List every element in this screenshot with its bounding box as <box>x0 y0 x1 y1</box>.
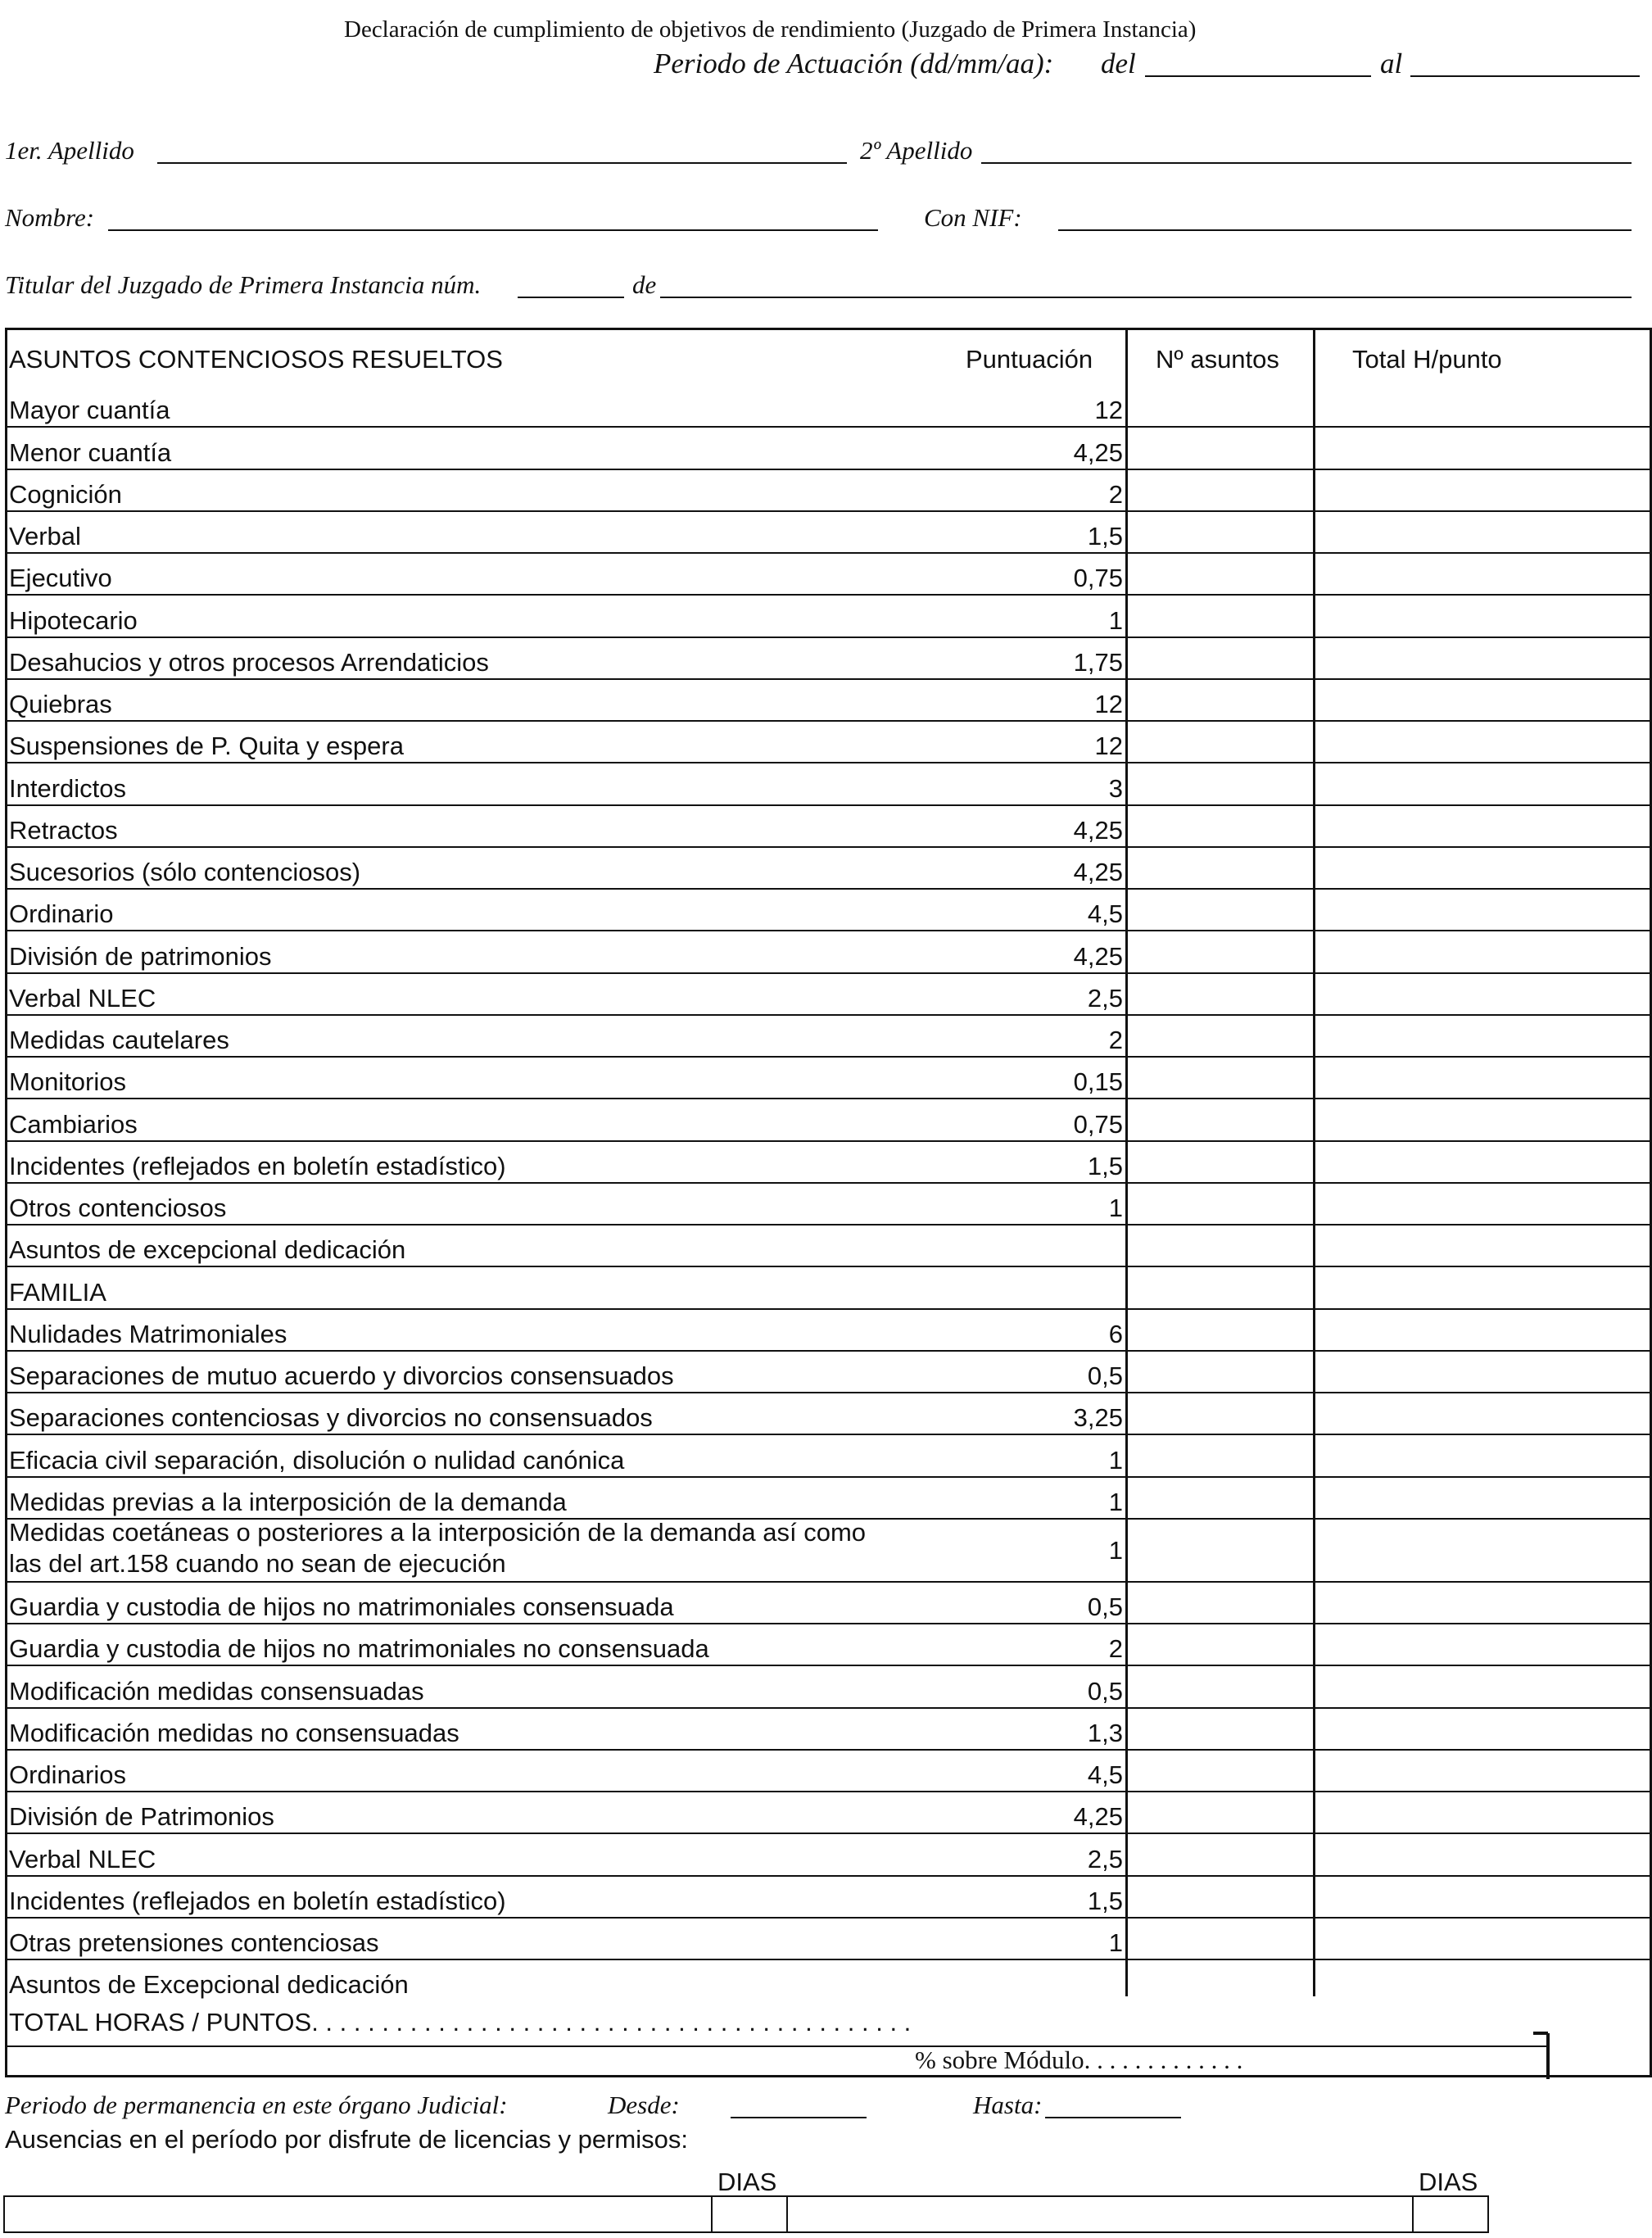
table-row <box>7 1476 1128 1518</box>
row-score: 12 <box>1094 732 1123 761</box>
row-score: 4,5 <box>1087 899 1123 929</box>
row-label: Ejecutivo <box>9 564 112 593</box>
row-score: 3 <box>1108 773 1123 803</box>
total-cell[interactable] <box>1315 384 1650 426</box>
row-label: Nulidades Matrimoniales <box>9 1319 287 1348</box>
count-cell[interactable] <box>1127 1392 1311 1434</box>
total-cell[interactable] <box>1315 469 1650 510</box>
desde-label: Desde: <box>608 2091 680 2119</box>
total-cell[interactable] <box>1315 1392 1650 1434</box>
row-label: Desahucios y otros procesos Arrendaticios <box>9 647 489 677</box>
row-label: FAMILIA <box>9 1277 106 1307</box>
row-score: 2,5 <box>1087 1844 1123 1873</box>
period-from-field[interactable] <box>1145 75 1371 77</box>
header-total: Total H/punto <box>1352 345 1502 374</box>
table-row <box>7 888 1128 930</box>
total-cell[interactable] <box>1315 426 1650 468</box>
row-label: Verbal NLEC <box>9 1844 156 1873</box>
total-cell[interactable] <box>1315 1266 1650 1307</box>
row-label: Ordinarios <box>9 1760 126 1789</box>
juzgado-de-field[interactable] <box>660 297 1632 298</box>
permanencia-label: Periodo de permanencia en este órgano Judicial: <box>5 2091 508 2119</box>
total-cell[interactable] <box>1315 1308 1650 1350</box>
count-cell[interactable] <box>1127 888 1311 930</box>
table-row <box>7 637 1128 678</box>
total-cell[interactable] <box>1315 1833 1650 1874</box>
row-label-line: Medidas coetáneas o posteriores a la interposición de la demanda así como <box>9 1517 867 1547</box>
count-cell[interactable] <box>1127 552 1311 594</box>
row-label: Mayor cuantía <box>9 396 170 425</box>
table-row <box>7 1182 1128 1224</box>
row-label: Verbal NLEC <box>9 983 156 1013</box>
total-cell[interactable] <box>1315 1350 1650 1392</box>
row-score: 4,25 <box>1073 1802 1123 1832</box>
apellido1-field[interactable] <box>157 162 847 164</box>
table-row <box>7 1623 1128 1665</box>
row-label: Ordinario <box>9 899 114 929</box>
row-label: Medidas previas a la interposición de la demanda <box>9 1487 567 1516</box>
header-category: ASUNTOS CONTENCIOSOS RESUELTOS <box>9 345 503 374</box>
desde-field[interactable] <box>731 2117 867 2118</box>
count-cell[interactable] <box>1127 846 1311 888</box>
table-row <box>7 1140 1128 1182</box>
row-score: 3,25 <box>1073 1403 1123 1433</box>
table-row <box>7 1959 1128 2000</box>
count-cell[interactable] <box>1127 1707 1311 1749</box>
total-cell[interactable] <box>1315 1959 1650 2000</box>
table-row <box>7 762 1128 804</box>
row-score: 0,75 <box>1073 564 1123 593</box>
count-cell[interactable] <box>1127 1224 1311 1266</box>
total-cell[interactable] <box>1315 510 1650 552</box>
table-row <box>7 1707 1128 1749</box>
table-row <box>7 552 1128 594</box>
count-cell[interactable] <box>1127 1581 1311 1623</box>
row-label: Menor cuantía <box>9 437 172 467</box>
total-cell[interactable] <box>1315 1224 1650 1266</box>
ausencias-box-1[interactable] <box>3 2195 713 2233</box>
table-row <box>7 1665 1128 1706</box>
titular-label: Titular del Juzgado de Primera Instancia núm. <box>5 270 482 299</box>
modulo-bracket <box>1541 2033 1550 2079</box>
row-score: 12 <box>1094 396 1123 425</box>
table-row <box>7 1392 1128 1434</box>
count-cell[interactable] <box>1127 762 1311 804</box>
table-row <box>7 1791 1128 1833</box>
row-score: 4,25 <box>1073 941 1123 971</box>
row-score: 2 <box>1108 1634 1123 1664</box>
total-cell[interactable] <box>1315 1182 1650 1224</box>
table-row <box>7 1014 1128 1056</box>
table-row <box>7 1917 1128 1959</box>
ausencias-dias-box-1[interactable] <box>711 2195 788 2233</box>
row-score: 1,75 <box>1073 647 1123 677</box>
nombre-label: Nombre: <box>5 203 95 232</box>
table-row <box>7 846 1128 888</box>
row-label: Sucesorios (sólo contenciosos) <box>9 858 361 886</box>
page-title: Declaración de cumplimiento de objetivos de rendimiento (Juzgado de Primera Instancia) <box>344 16 1197 43</box>
count-cell[interactable] <box>1127 678 1311 720</box>
row-score: 4,25 <box>1073 815 1123 845</box>
table-row <box>7 510 1128 552</box>
ausencias-dias-box-2[interactable] <box>1412 2195 1489 2233</box>
total-cell[interactable] <box>1315 1581 1650 1623</box>
count-cell[interactable] <box>1127 1140 1311 1182</box>
row-score: 0,5 <box>1087 1676 1123 1706</box>
count-cell[interactable] <box>1127 1959 1311 2000</box>
total-cell[interactable] <box>1315 1749 1650 1791</box>
modulo-label: % sobre Módulo. . . . . . . . . . . . . <box>915 2045 1243 2074</box>
count-cell[interactable] <box>1127 1875 1311 1917</box>
count-cell[interactable] <box>1127 720 1311 762</box>
total-cell[interactable] <box>1315 1791 1650 1833</box>
total-cell[interactable] <box>1315 804 1650 846</box>
row-label: Otros contenciosos <box>9 1194 227 1222</box>
row-score: 0,5 <box>1087 1592 1123 1621</box>
period-al-label: al <box>1380 48 1403 79</box>
total-cell[interactable] <box>1315 1917 1650 1959</box>
table-row <box>7 804 1128 846</box>
total-cell[interactable] <box>1315 1707 1650 1749</box>
table-row <box>7 1266 1128 1307</box>
total-cell[interactable] <box>1315 846 1650 888</box>
row-label: Retractos <box>9 815 118 845</box>
header-score: Puntuación <box>966 345 1093 374</box>
table-row <box>7 1224 1128 1266</box>
total-cell[interactable] <box>1315 1623 1650 1665</box>
ausencias-label: Ausencias en el período por disfrute de licencias y permisos: <box>5 2125 688 2154</box>
row-score: 1,3 <box>1087 1718 1123 1747</box>
total-cell[interactable] <box>1315 1518 1650 1581</box>
table-row <box>7 1434 1128 1475</box>
count-cell[interactable] <box>1127 1434 1311 1475</box>
row-label: Cognición <box>9 479 122 509</box>
row-label: Modificación medidas no consensuadas <box>9 1718 459 1747</box>
count-cell[interactable] <box>1127 1350 1311 1392</box>
row-score: 1 <box>1108 1535 1123 1565</box>
count-cell[interactable] <box>1127 1623 1311 1665</box>
total-cell[interactable] <box>1315 930 1650 972</box>
dias-label-right: DIAS <box>1419 2168 1478 2196</box>
table-row <box>7 1749 1128 1791</box>
table-row <box>7 1833 1128 1874</box>
apellido2-label: 2º Apellido <box>860 136 973 165</box>
row-score: 1 <box>1108 1487 1123 1516</box>
count-cell[interactable] <box>1127 1833 1311 1874</box>
period-label: Periodo de Actuación (dd/mm/aa): <box>654 48 1054 79</box>
header-count: Nº asuntos <box>1156 345 1279 374</box>
row-label: Incidentes (reflejados en boletín estadístico) <box>9 1886 506 1915</box>
row-label: Hipotecario <box>9 605 138 635</box>
row-score: 0,15 <box>1073 1067 1123 1097</box>
count-cell[interactable] <box>1127 1098 1311 1139</box>
table-row <box>7 930 1128 972</box>
table-row <box>7 1350 1128 1392</box>
count-cell[interactable] <box>1127 1665 1311 1706</box>
row-label: Verbal <box>9 522 81 550</box>
count-cell[interactable] <box>1127 930 1311 972</box>
row-score: 4,25 <box>1073 858 1123 886</box>
row-label: Medidas cautelares <box>9 1026 229 1054</box>
de-label: de <box>632 270 657 299</box>
count-cell[interactable] <box>1127 972 1311 1014</box>
row-label: Incidentes (reflejados en boletín estadístico) <box>9 1151 506 1180</box>
row-label: Asuntos de excepcional dedicación <box>9 1235 406 1265</box>
count-cell[interactable] <box>1127 1518 1311 1581</box>
row-score: 4,5 <box>1087 1760 1123 1789</box>
row-score: 2,5 <box>1087 983 1123 1013</box>
row-label: División de patrimonios <box>9 941 272 971</box>
count-cell[interactable] <box>1127 426 1311 468</box>
row-label: Quiebras <box>9 690 112 718</box>
row-score: 0,5 <box>1087 1361 1123 1390</box>
period-del-label: del <box>1101 48 1136 79</box>
total-cell[interactable] <box>1315 1665 1650 1706</box>
table-row <box>7 1056 1128 1098</box>
hasta-field[interactable] <box>1045 2117 1181 2118</box>
row-label: Otras pretensiones contenciosas <box>9 1928 379 1957</box>
total-cell[interactable] <box>1315 637 1650 678</box>
total-cell[interactable] <box>1315 762 1650 804</box>
count-cell[interactable] <box>1127 1917 1311 1959</box>
row-label: Guardia y custodia de hijos no matrimoniales consensuada <box>9 1592 674 1621</box>
total-cell[interactable] <box>1315 1875 1650 1917</box>
count-cell[interactable] <box>1127 1266 1311 1307</box>
total-cell[interactable] <box>1315 594 1650 636</box>
table-row <box>7 1308 1128 1350</box>
ausencias-box-2[interactable] <box>786 2195 1414 2233</box>
total-label: TOTAL HORAS / PUNTOS. . . . . . . . . . . . . . . . . . . . . . . . . . . . . . . . . . . . . . . . . . . <box>9 2008 912 2036</box>
nif-field[interactable] <box>1058 229 1632 231</box>
table-row <box>7 678 1128 720</box>
row-label: Separaciones de mutuo acuerdo y divorcios consensuados <box>9 1361 674 1390</box>
row-score: 1 <box>1108 605 1123 635</box>
count-cell[interactable] <box>1127 1056 1311 1098</box>
row-label: Separaciones contenciosas y divorcios no consensuados <box>9 1403 653 1433</box>
row-label: Monitorios <box>9 1067 126 1097</box>
total-separator <box>7 2045 1547 2047</box>
total-cell[interactable] <box>1315 1434 1650 1475</box>
row-score: 12 <box>1094 690 1123 718</box>
count-cell[interactable] <box>1127 510 1311 552</box>
total-cell[interactable] <box>1315 888 1650 930</box>
row-score: 6 <box>1108 1319 1123 1348</box>
row-label: Interdictos <box>9 773 127 803</box>
table-row <box>7 720 1128 762</box>
row-label: Guardia y custodia de hijos no matrimoniales no consensuada <box>9 1634 709 1664</box>
row-score: 1 <box>1108 1445 1123 1475</box>
period-to-field[interactable] <box>1410 75 1640 77</box>
total-cell[interactable] <box>1315 1140 1650 1182</box>
row-label: Eficacia civil separación, disolución o nulidad canónica <box>9 1445 625 1475</box>
total-cell[interactable] <box>1315 552 1650 594</box>
count-cell[interactable] <box>1127 594 1311 636</box>
row-score: 1,5 <box>1087 1886 1123 1915</box>
table-row <box>7 972 1128 1014</box>
count-cell[interactable] <box>1127 469 1311 510</box>
row-label: División de Patrimonios <box>9 1802 274 1832</box>
table-row <box>7 426 1128 468</box>
total-cell[interactable] <box>1315 972 1650 1014</box>
row-label: Cambiarios <box>9 1109 138 1139</box>
total-cell[interactable] <box>1315 678 1650 720</box>
count-cell[interactable] <box>1127 1182 1311 1224</box>
asuntos-table <box>5 328 1652 2077</box>
row-score: 1,5 <box>1087 522 1123 550</box>
count-cell[interactable] <box>1127 1749 1311 1791</box>
row-score: 4,25 <box>1073 437 1123 467</box>
total-cell[interactable] <box>1315 1014 1650 1056</box>
dias-label-left: DIAS <box>717 2168 777 2196</box>
table-row <box>7 1518 1128 1581</box>
count-cell[interactable] <box>1127 637 1311 678</box>
row-label-line: las del art.158 cuando no sean de ejecución <box>9 1548 506 1578</box>
row-score: 0,75 <box>1073 1109 1123 1139</box>
row-score: 2 <box>1108 479 1123 509</box>
row-label: Asuntos de Excepcional dedicación <box>9 1970 409 2000</box>
total-cell[interactable] <box>1315 1476 1650 1518</box>
total-cell[interactable] <box>1315 1098 1650 1139</box>
apellido2-field[interactable] <box>981 162 1632 164</box>
table-row <box>7 594 1128 636</box>
nombre-field[interactable] <box>108 229 878 231</box>
hasta-label: Hasta: <box>973 2091 1043 2119</box>
apellido1-label: 1er. Apellido <box>5 136 134 165</box>
count-cell[interactable] <box>1127 804 1311 846</box>
nif-label: Con NIF: <box>924 203 1022 232</box>
row-score: 2 <box>1108 1026 1123 1054</box>
table-row <box>7 1098 1128 1139</box>
juzgado-num-field[interactable] <box>518 297 624 298</box>
row-label: Modificación medidas consensuadas <box>9 1676 424 1706</box>
row-score: 1,5 <box>1087 1151 1123 1180</box>
table-row <box>7 1581 1128 1623</box>
total-cell[interactable] <box>1315 720 1650 762</box>
row-score: 1 <box>1108 1194 1123 1222</box>
modulo-bracket-top <box>1533 2032 1548 2035</box>
row-score: 1 <box>1108 1928 1123 1957</box>
total-cell[interactable] <box>1315 1056 1650 1098</box>
count-cell[interactable] <box>1127 1308 1311 1350</box>
count-cell[interactable] <box>1127 1476 1311 1518</box>
row-label: Suspensiones de P. Quita y espera <box>9 732 404 761</box>
count-cell[interactable] <box>1127 1791 1311 1833</box>
table-row <box>7 1875 1128 1917</box>
table-row <box>7 384 1128 426</box>
table-row <box>7 469 1128 510</box>
count-cell[interactable] <box>1127 384 1311 426</box>
count-cell[interactable] <box>1127 1014 1311 1056</box>
row-label <box>9 1517 866 1579</box>
